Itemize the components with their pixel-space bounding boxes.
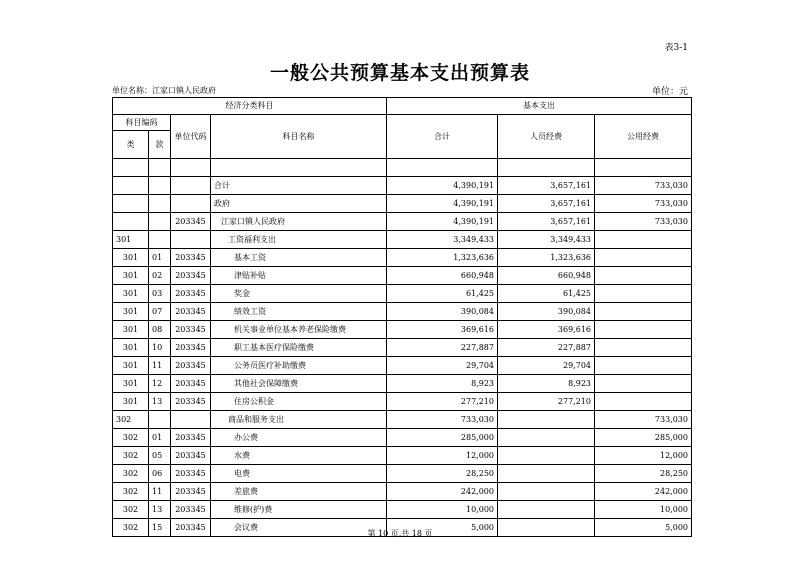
cell-lei: 302 [113,411,149,429]
page-title: 一般公共预算基本支出预算表 [269,62,530,84]
cell-personnel [498,501,595,519]
table-row [113,447,692,465]
cell-public [595,231,692,249]
cell-total: 277,210 [387,393,498,411]
table-number: 表3-1 [664,43,688,53]
cell-total [387,159,498,177]
cell-kuan: 03 [149,285,171,303]
cell-total: 4,390,191 [387,195,498,213]
cell-subject-name: 江家口镇人民政府 [211,213,387,231]
cell-unit-code [171,159,211,177]
header-kuan: 款 [149,131,171,159]
cell-unit-code: 203345 [171,483,211,501]
cell-total: 8,923 [387,375,498,393]
cell-personnel: 390,084 [498,303,595,321]
cell-kuan: 02 [149,267,171,285]
cell-unit-code: 203345 [171,501,211,519]
cell-public [595,375,692,393]
cell-public [595,159,692,177]
cell-public [595,339,692,357]
cell-personnel: 369,616 [498,321,595,339]
cell-subject-name: 水费 [211,447,387,465]
cell-personnel [498,159,595,177]
cell-public: 733,030 [595,213,692,231]
cell-kuan: 06 [149,465,171,483]
cell-lei: 301 [113,357,149,375]
cell-personnel: 660,948 [498,267,595,285]
cell-kuan: 15 [149,519,171,537]
cell-subject-name: 工资福利支出 [211,231,387,249]
cell-public: 733,030 [595,195,692,213]
table-row [113,339,692,357]
header-basic-group: 基本支出 [387,98,692,115]
cell-unit-code: 203345 [171,447,211,465]
cell-unit-code: 203345 [171,321,211,339]
cell-lei: 302 [113,501,149,519]
cell-public: 10,000 [595,501,692,519]
cell-unit-code: 203345 [171,303,211,321]
cell-lei: 302 [113,447,149,465]
cell-lei [113,177,149,195]
page-footer: 第 10 页,共 18 页 [367,529,433,538]
cell-kuan: 07 [149,303,171,321]
header-personnel: 人员经费 [498,115,595,159]
cell-lei: 302 [113,429,149,447]
cell-public [595,393,692,411]
cell-subject-name: 差旅费 [211,483,387,501]
cell-kuan [149,411,171,429]
cell-subject-name: 合计 [211,177,387,195]
cell-unit-code [171,231,211,249]
cell-subject-name: 电费 [211,465,387,483]
table-row [113,159,692,177]
cell-public [595,285,692,303]
table-row [113,231,692,249]
cell-lei: 301 [113,303,149,321]
cell-personnel: 61,425 [498,285,595,303]
cell-public: 285,000 [595,429,692,447]
cell-kuan: 12 [149,375,171,393]
cell-unit-code [171,177,211,195]
cell-lei: 301 [113,339,149,357]
cell-total: 10,000 [387,501,498,519]
table-row [113,465,692,483]
cell-lei [113,159,149,177]
cell-subject-name: 其他社会保障缴费 [211,375,387,393]
cell-lei: 301 [113,321,149,339]
cell-personnel: 29,704 [498,357,595,375]
header-econ-group: 经济分类科目 [113,98,387,115]
cell-kuan: 13 [149,501,171,519]
cell-lei [113,195,149,213]
cell-kuan [149,231,171,249]
header-subject-code: 科目编码 [113,115,171,131]
cell-kuan: 05 [149,447,171,465]
unit-name: 单位名称：江家口镇人民政府 [112,86,216,95]
cell-subject-name: 绩效工资 [211,303,387,321]
table-row [113,249,692,267]
cell-personnel: 3,349,433 [498,231,595,249]
cell-unit-code: 203345 [171,357,211,375]
cell-public: 242,000 [595,483,692,501]
table-row [113,303,692,321]
cell-kuan [149,213,171,231]
cell-total: 12,000 [387,447,498,465]
cell-total: 5,000 [387,519,498,537]
table-row [113,411,692,429]
cell-personnel [498,483,595,501]
table-row [113,375,692,393]
cell-total: 227,887 [387,339,498,357]
cell-kuan: 13 [149,393,171,411]
cell-unit-code: 203345 [171,429,211,447]
budget-table [112,97,692,537]
cell-lei: 302 [113,465,149,483]
cell-kuan [149,195,171,213]
cell-kuan [149,159,171,177]
header-subject-name: 科目名称 [211,115,387,159]
cell-total: 733,030 [387,411,498,429]
cell-unit-code: 203345 [171,249,211,267]
cell-public [595,267,692,285]
cell-personnel [498,411,595,429]
cell-subject-name: 职工基本医疗保险缴费 [211,339,387,357]
cell-total: 29,704 [387,357,498,375]
cell-unit-code: 203345 [171,393,211,411]
table-row [113,357,692,375]
cell-kuan: 11 [149,357,171,375]
cell-total: 4,390,191 [387,213,498,231]
cell-kuan: 01 [149,429,171,447]
cell-unit-code: 203345 [171,339,211,357]
cell-subject-name: 商品和服务支出 [211,411,387,429]
cell-total: 28,250 [387,465,498,483]
cell-public: 733,030 [595,411,692,429]
cell-total: 4,390,191 [387,177,498,195]
cell-personnel: 1,323,636 [498,249,595,267]
table-row [113,393,692,411]
table-row [113,429,692,447]
cell-unit-code: 203345 [171,213,211,231]
cell-lei: 302 [113,519,149,537]
cell-lei: 301 [113,393,149,411]
cell-unit-code: 203345 [171,267,211,285]
cell-subject-name: 住房公积金 [211,393,387,411]
cell-subject-name: 维修(护)费 [211,501,387,519]
cell-public [595,249,692,267]
table-row [113,285,692,303]
cell-public: 733,030 [595,177,692,195]
header-public: 公用经费 [595,115,692,159]
cell-kuan: 10 [149,339,171,357]
cell-public [595,357,692,375]
cell-public: 5,000 [595,519,692,537]
cell-public: 28,250 [595,465,692,483]
cell-subject-name: 公务员医疗补助缴费 [211,357,387,375]
cell-personnel: 3,657,161 [498,195,595,213]
cell-total: 285,000 [387,429,498,447]
cell-lei: 301 [113,375,149,393]
cell-public: 12,000 [595,447,692,465]
cell-unit-code [171,195,211,213]
cell-lei: 301 [113,285,149,303]
table-row [113,501,692,519]
table-row [113,483,692,501]
cell-subject-name: 会议费 [211,519,387,537]
cell-kuan: 08 [149,321,171,339]
cell-personnel [498,465,595,483]
cell-unit-code: 203345 [171,375,211,393]
header-lei: 类 [113,131,149,159]
cell-personnel [498,447,595,465]
cell-total: 369,616 [387,321,498,339]
cell-subject-name: 办公费 [211,429,387,447]
cell-total: 61,425 [387,285,498,303]
cell-kuan [149,177,171,195]
cell-lei: 302 [113,483,149,501]
cell-subject-name: 基本工资 [211,249,387,267]
cell-personnel: 3,657,161 [498,213,595,231]
table-row [113,267,692,285]
cell-subject-name: 津贴补贴 [211,267,387,285]
table-row [113,321,692,339]
cell-personnel: 277,210 [498,393,595,411]
cell-total: 660,948 [387,267,498,285]
cell-lei: 301 [113,249,149,267]
cell-personnel: 8,923 [498,375,595,393]
cell-subject-name: 政府 [211,195,387,213]
cell-subject-name: 奖金 [211,285,387,303]
cell-unit-code: 203345 [171,465,211,483]
table-row [113,195,692,213]
table-row [113,213,692,231]
cell-public [595,303,692,321]
cell-total: 1,323,636 [387,249,498,267]
cell-personnel [498,429,595,447]
cell-subject-name: 机关事业单位基本养老保险缴费 [211,321,387,339]
currency-unit: 单位：元 [651,87,688,97]
cell-kuan: 11 [149,483,171,501]
header-total: 合计 [387,115,498,159]
cell-unit-code: 203345 [171,285,211,303]
cell-kuan: 01 [149,249,171,267]
cell-lei [113,213,149,231]
cell-lei: 301 [113,231,149,249]
cell-total: 242,000 [387,483,498,501]
cell-total: 390,084 [387,303,498,321]
cell-public [595,321,692,339]
cell-unit-code [171,411,211,429]
cell-total: 3,349,433 [387,231,498,249]
cell-lei: 301 [113,267,149,285]
cell-personnel: 227,887 [498,339,595,357]
cell-personnel: 3,657,161 [498,177,595,195]
cell-subject-name [211,159,387,177]
cell-unit-code: 203345 [171,519,211,537]
header-unit-code: 单位代码 [171,115,211,159]
table-row [113,177,692,195]
